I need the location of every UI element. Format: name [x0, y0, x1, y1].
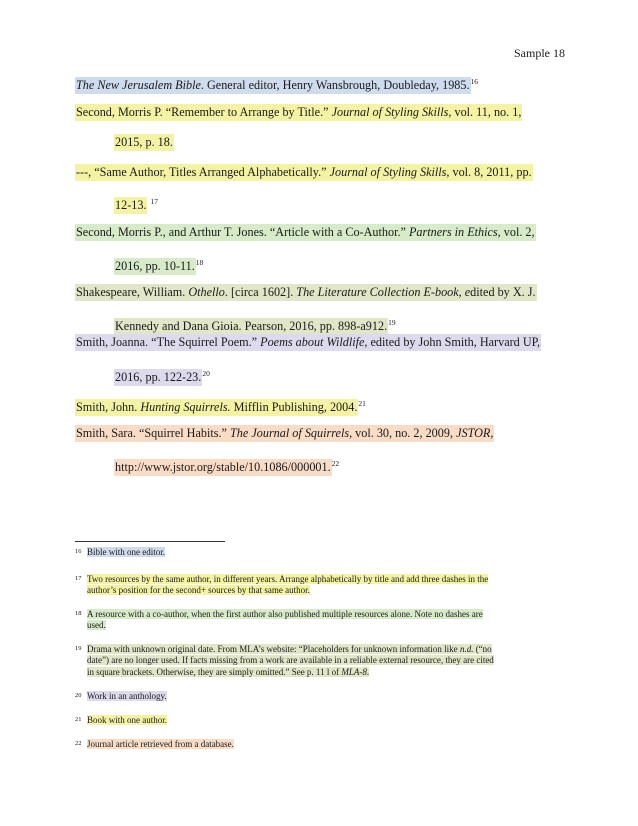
footnote-18-cont: [87, 620, 106, 631]
citation-highlight: [75, 164, 533, 181]
citation-squirrel-poem-line2: [114, 366, 210, 385]
footnote-22: [75, 738, 234, 750]
footnote-18: [75, 608, 483, 620]
footnote-ref: 17: [150, 197, 159, 206]
citation-title: Othello: [188, 285, 225, 299]
citation-collection: The Literature Collection E-book, e: [296, 285, 471, 299]
citation-squirrel-habits-line2: [114, 456, 339, 475]
footnote-text-part: .: [366, 667, 370, 677]
footnote-text: [87, 667, 369, 677]
citation-highlight: [75, 284, 537, 301]
citation-text: , vol. 11, no. 1,: [448, 105, 522, 119]
footnote-text: author’s position for the second+ sources by that same author.: [87, 585, 310, 595]
footnote-ref: 16: [470, 77, 479, 86]
citation-bible: [75, 74, 478, 93]
citation-text: dited by X. J.: [470, 285, 536, 299]
footnote-text: Work in an anthology.: [87, 691, 167, 701]
footnote-ref: 19: [388, 318, 396, 327]
footnote-17: [75, 573, 488, 585]
citation-url: http://www.jstor.org/stable/10.1086/000001.: [115, 460, 331, 474]
citation-hunting-squirrels: [75, 396, 366, 415]
citation-text: Smith, Joanna. “The Squirrel Poem.”: [76, 335, 261, 349]
citation-text: edited by John Smith, Harvard UP,: [367, 335, 541, 349]
citation-squirrel-habits-line1: [75, 426, 494, 441]
footnote-text: date”) are no longer used. If facts missing from a work are available in a reliable external resource, they are cited: [87, 655, 494, 665]
citation-text: Shakespeare, William.: [76, 285, 189, 299]
citation-text: , vol. 8, 2011, pp.: [446, 165, 532, 179]
footnote-text: A resource with a co-author, when the first author also published multiple resources alone. Note no dashes are: [87, 609, 483, 619]
citation-text: vol. 30, no. 2, 2009,: [352, 426, 457, 440]
citation-coauthor-line1: [75, 225, 536, 240]
citation-text: . [circa 1602].: [224, 285, 297, 299]
citation-highlight: 2015, p. 18.: [115, 135, 173, 149]
citation-second-title-line1: [75, 105, 522, 120]
citation-database: JSTOR: [456, 426, 491, 440]
footnote-ref: 22: [331, 459, 340, 468]
citation-title: The New Jerusalem Bible: [76, 78, 201, 92]
footnote-divider: [75, 541, 225, 542]
footnote-number: 17: [75, 575, 82, 582]
citation-highlight: 2016, pp. 10-11.: [115, 259, 195, 273]
citation-highlight: [75, 104, 522, 121]
footnote-20: [75, 690, 167, 702]
citation-journal: The Journal of Squirrels,: [230, 426, 353, 440]
citation-highlight: 12-13.: [115, 198, 147, 212]
footnote-text: Book with one author.: [87, 715, 167, 725]
citation-journal: Journal of Styling Skills: [329, 165, 447, 179]
footnote-19-cont1: [87, 655, 494, 666]
citation-text: , vol. 2,: [497, 225, 535, 239]
footnote-italic: n.d.: [459, 644, 474, 654]
footnote-21: [75, 714, 167, 726]
citation-shakespeare-line1: [75, 285, 537, 300]
footnote-text-part: in square brackets. Otherwise, they are simply omitted.” See p. 11 l of: [87, 667, 342, 677]
footnote-italic: MLA-8: [341, 667, 367, 677]
footnote-16: [75, 546, 165, 558]
footnote-text-part: (“no: [473, 644, 492, 654]
citation-text: Second, Morris P., and Arthur T. Jones. “Article with a Co-Author.”: [76, 225, 409, 239]
citation-journal: Journal of Styling Skills: [331, 105, 449, 119]
citation-same-author-line2: [114, 194, 158, 213]
citation-anthology: Poems about Wildlife,: [260, 335, 368, 349]
footnote-ref: 20: [202, 369, 210, 378]
footnote-number: 22: [75, 740, 82, 747]
citation-highlight: 2016, pp. 122-23.: [115, 370, 202, 384]
citation-highlight: Kennedy and Dana Gioia. Pearson, 2016, pp. 898-a912.: [115, 319, 388, 333]
footnote-ref: 21: [358, 399, 366, 408]
citation-title: Hunting Squirrels.: [140, 400, 231, 414]
citation-same-author-line1: [75, 165, 533, 180]
citation-highlight: [75, 425, 494, 442]
footnote-text-part: Drama with unknown original date. From MLA’s website: “Placeholders for unknown information like: [87, 644, 460, 654]
footnote-19: [75, 643, 492, 655]
footnote-number: 20: [75, 692, 82, 699]
citation-text: . General editor, Henry Wansbrough, Doubleday, 1985.: [200, 78, 470, 92]
citation-text: Mifflin Publishing, 2004.: [230, 400, 358, 414]
citation-journal: Partners in Ethics: [408, 225, 498, 239]
footnote-19-cont2: [87, 667, 369, 678]
footnote-text: [87, 644, 492, 654]
citation-coauthor-line2: [114, 255, 203, 274]
footnote-ref: 18: [195, 258, 204, 267]
footnote-number: 19: [75, 645, 82, 652]
footnote-17-cont: [87, 585, 310, 596]
citation-text: Second, Morris P. “Remember to Arrange by Title.”: [76, 105, 332, 119]
citation-highlight: [75, 399, 358, 416]
citation-highlight: [75, 224, 536, 241]
citation-second-title-line2: [114, 135, 174, 150]
citation-text: Smith, John.: [76, 400, 141, 414]
citation-text: Smith, Sara. “Squirrel Habits.”: [76, 426, 231, 440]
footnote-text: Bible with one editor.: [87, 547, 165, 557]
footnote-number: 18: [75, 610, 82, 617]
citation-text: ---, “Same Author, Titles Arranged Alphabetically.”: [76, 165, 330, 179]
citation-text: ,: [490, 426, 494, 440]
citation-highlight: [75, 77, 471, 94]
citation-shakespeare-line2: [114, 315, 396, 334]
footnote-text: Journal article retrieved from a database.: [87, 739, 234, 749]
footnote-number: 21: [75, 716, 82, 723]
citation-squirrel-poem-line1: [75, 335, 541, 350]
citation-highlight: [75, 334, 541, 351]
footnote-text: used.: [87, 620, 106, 630]
footnote-number: 16: [75, 548, 82, 555]
footnote-text: Two resources by the same author, in different years. Arrange alphabetically by title and add three dashes in the: [87, 574, 489, 584]
page-header: Sample 18: [514, 46, 565, 60]
